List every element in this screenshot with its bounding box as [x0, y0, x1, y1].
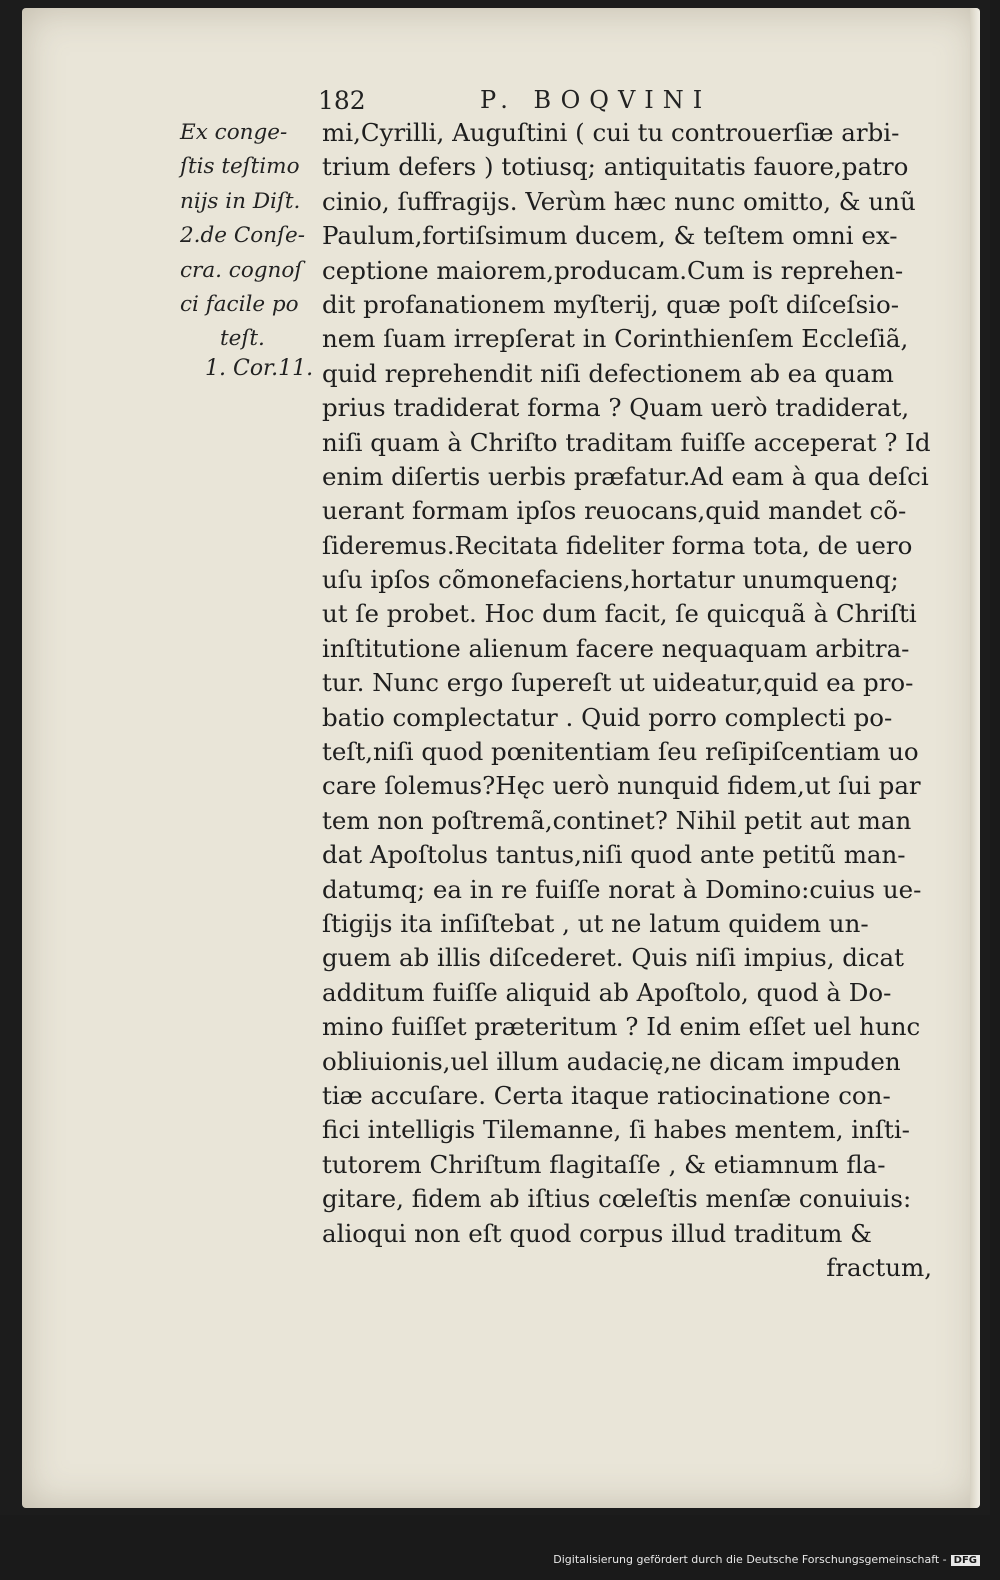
text-line: fici intelligis Tilemanne, ſi habes mentem, inſti-: [322, 1115, 910, 1145]
text-line: tem non poſtremã,continet? Nihil petit aut man: [322, 805, 912, 835]
text-line: ut ſe probet. Hoc dum facit, ſe quicquã à Chriſti: [322, 599, 917, 629]
text-line: Paulum,fortiſsimum ducem, & teſtem omni ex-: [322, 221, 898, 251]
text-line: uerant formam ipſos reuocans,quid mandet cõ-: [322, 496, 907, 526]
margin-note-line: 2.de Conſe-: [180, 223, 306, 249]
margin-note-line: ſtis teſtimo: [180, 154, 300, 180]
body-text: [322, 116, 952, 1285]
text-line: additum fuiſſe aliquid ab Apoſtolo, quod à Do-: [322, 977, 892, 1007]
text-line: ſtigijs ita inſiſtebat , ut ne latum quidem un-: [322, 908, 869, 938]
margin-note-line: ci facile po: [180, 291, 299, 317]
text-line: quid reprehendit niſi defectionem ab ea quam: [322, 358, 894, 388]
page-number: 182: [318, 86, 366, 115]
text-line: teſt,niſi quod pœnitentiam ſeu reſipiſcentiam uo: [322, 737, 919, 767]
margin-reference: 1. Cor.11.: [205, 356, 314, 381]
text-line: care ſolemus?Hęc uerò nunquid fidem,ut ſui par: [322, 771, 921, 801]
text-line: batio complectatur . Quid porro complecti po-: [322, 702, 893, 732]
text-line: trium defers ) totiusq; antiquitatis fauore,patro: [322, 152, 909, 182]
text-line: nem ſuam irrepſerat in Corinthienſem Eccleſiã,: [322, 324, 909, 354]
dfg-logo: DFG: [951, 1555, 980, 1566]
text-line: niſi quam à Chriſto traditam fuiſſe acceperat ? Id: [322, 427, 931, 457]
text-line: prius tradiderat forma ? Quam uerò tradiderat,: [322, 393, 910, 423]
page-edge: [970, 8, 980, 1508]
text-line: enim diſertis uerbis præfatur.Ad eam à qua deſci: [322, 461, 929, 491]
margin-note-line: nijs in Diſt.: [180, 188, 301, 214]
margin-note-line: teſt.: [220, 326, 265, 352]
text-line: uſu ipſos cõmonefaciens,hortatur unumquenq;: [322, 565, 899, 595]
footer-text: Digitalisierung gefördert durch die Deutsche Forschungsgemeinschaft -: [553, 1553, 947, 1566]
margin-note: [180, 116, 315, 357]
text-line: mino fuiſſet præteritum ? Id enim eſſet uel hunc: [322, 1012, 921, 1042]
text-line: mi,Cyrilli, Auguſtini ( cui tu controuerſiæ arbi-: [322, 118, 900, 147]
text-line: gitare, fidem ab iſtius cœleſtis menſæ conuiuis:: [322, 1184, 912, 1214]
text-line: tiæ accuſare. Certa itaque ratiocinatione con-: [322, 1080, 891, 1110]
text-line: guem ab illis diſcederet. Quis niſi impius, dicat: [322, 943, 904, 973]
text-line: ſideremus.Recitata fideliter forma tota, de uero: [322, 530, 913, 560]
text-line: cinio, ſuffragijs. Verùm hæc nunc omitto, & unũ: [322, 186, 916, 216]
text-line: ceptione maiorem,producam.Cum is reprehen-: [322, 255, 904, 285]
margin-note-line: Ex conge-: [180, 120, 288, 145]
text-line: datumq; ea in re fuiſſe norat à Domino:cuius ue-: [322, 874, 922, 904]
text-line: dit profanationem myſterij, quæ poſt diſceſsio-: [322, 289, 900, 319]
footer-credit: [553, 1553, 980, 1566]
text-line: tur. Nunc ergo ſupereſt ut uideatur,quid ea pro-: [322, 668, 914, 698]
text-line: obliuionis,uel illum audacię,ne dicam impuden: [322, 1046, 901, 1076]
running-title: P. BOQVINI: [480, 86, 712, 114]
margin-note-line: cra. cognoſ: [180, 257, 303, 283]
catchword: fractum,: [826, 1252, 932, 1282]
text-line: alioqui non eſt quod corpus illud traditum &: [322, 1218, 872, 1248]
text-line: dat Apoſtolus tantus,niſi quod ante petitũ man-: [322, 840, 906, 870]
text-line: tutorem Chriſtum flagitaſſe , & etiamnum fla-: [322, 1149, 886, 1179]
text-line: inſtitutione alienum facere nequaquam arbitra-: [322, 633, 910, 663]
